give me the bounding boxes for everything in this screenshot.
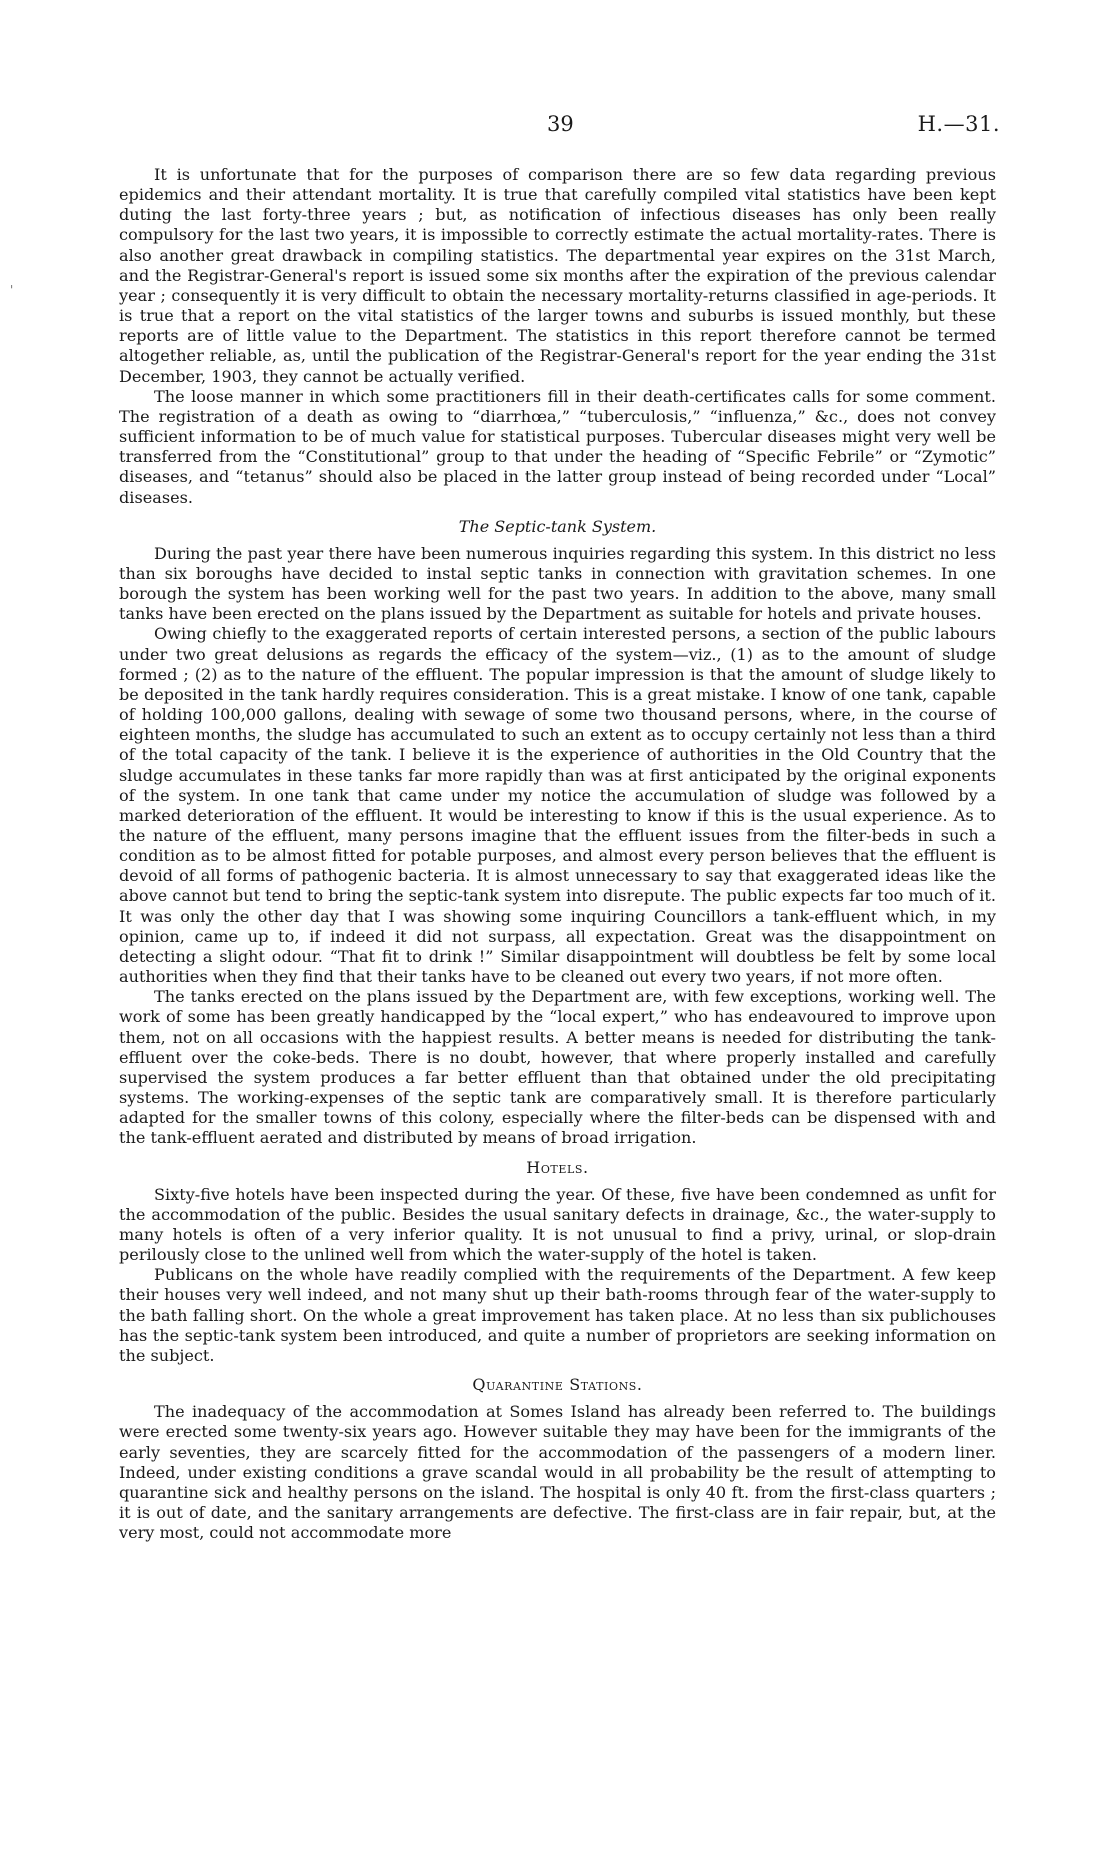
paragraph: The inadequacy of the accommodation at Somes Island has already been referred to. The buildings were erected some twenty-six years ago. However suitable they may have been for the immigrants of the early seventies, they are scarcely fitted for the accommodation of the passengers of a modern liner. Indeed, under existing conditions a grave scandal would in all probability be the result of attempting to quarantine sick and healthy persons on the island. The hospital is only 40 ft. from the first-class quarters ; it is out of date, and the sanitary arrangements are defective. The first-class are in fair repair, but, at the very most, could not accommodate more [119,1402,996,1543]
paragraph: Owing chiefly to the exaggerated reports of certain interested persons, a section of the public labours under two great delusions as regards the efficacy of the system—viz., (1) as to the amount of sludge formed ; (2) as to the nature of the effluent. The popular impression is that the amount of sludge likely to be deposited in the tank hardly requires consideration. This is a great mistake. I know of one tank, capable of holding 100,000 gallons, dealing with sewage of some two thousand persons, where, in the course of eighteen months, the sludge has accumulated to such an extent as to occupy certainly not less than a third of the total capacity of the tank. I believe it is the experience of authorities in the Old Country that the sludge accumulates in these tanks far more rapidly than was at first anticipated by the original exponents of the system. In one tank that came under my notice the accumulation of sludge was followed by a marked deterioration of the effluent. It would be interesting to know if this is the usual experience. As to the nature of the effluent, many persons imagine that the effluent issues from the filter-beds in such a condition as to be almost fitted for potable purposes, and almost every person believes that the effluent is devoid of all forms of pathogenic bacteria. It is almost unnecessary to say that exaggerated ideas like the above cannot but tend to bring the septic-tank system into disrepute. The public expects far too much of it. It was only the other day that I was showing some inquiring Councillors a tank-effluent which, in my opinion, came up to, if indeed it did not surpass, all expectation. Great was the disappointment on detecting a slight odour. “That fit to drink !” Similar disappointment will doubtless be felt by some local authorities when they find that their tanks have to be cleaned out every two years, if not more often. [119,624,996,987]
paragraph: The loose manner in which some practitioners fill in their death-certificates calls for some comment. The registration of a death as owing to “diarrhœa,” “tuberculosis,” “influenza,” &c., does not convey sufficient information to be of much value for statistical purposes. Tubercular diseases might very well be transferred from the “Constitutional” group to that under the heading of “Specific Febrile” or “Zymotic” diseases, and “tetanus” should also be placed in the latter group instead of being recorded under “Local” diseases. [119,386,996,507]
paragraph: Publicans on the whole have readily complied with the requirements of the Department. A few keep their houses very well indeed, and not many shut up their bath-rooms through fear of the water-supply to the bath falling short. On the whole a great improvement has taken place. At no less than six publichouses has the septic-tank system been introduced, and quite a number of proprietors are seeking information on the subject. [119,1265,996,1365]
document-body [119,165,996,1543]
section-statistics [119,165,996,508]
page-number: 39 [547,112,574,136]
paragraph: It is unfortunate that for the purposes of comparison there are so few data regarding previous epidemics and their attendant mortality. It is true that carefully compiled vital statistics have been kept duting the last forty-three years ; but, as notification of infectious diseases has only been really compulsory for the last two years, it is impossible to correctly estimate the actual mortality-rates. There is also another great drawback in compiling statistics. The departmental year expires on the 31st March, and the Registrar-General's report is issued some six months after the expiration of the previous calendar year ; consequently it is very difficult to obtain the necessary mortality-returns classified in age-periods. It is true that a report on the vital statistics of the larger towns and suburbs is issued monthly, but these reports are of little value to the Department. The statistics in this report therefore cannot be termed altogether reliable, as, until the publication of the Registrar-General's report for the year ending the 31st December, 1903, they cannot be actually verified. [119,165,996,386]
page-header [0,112,1114,142]
document-reference: H.—31. [917,112,1000,136]
paragraph: The tanks erected on the plans issued by the Department are, with few exceptions, working well. The work of some has been greatly handicapped by the “local expert,” who has endeavoured to improve upon them, not on all occasions with the happiest results. A better means is needed for distributing the tank-effluent over the coke-beds. There is no doubt, however, that where properly installed and carefully supervised the system produces a far better effluent than that obtained under the old precipitating systems. The working-expenses of the septic tank are comparatively small. It is therefore particularly adapted for the smaller towns of this colony, especially where the filter-beds can be dispensed with and the tank-effluent aerated and distributed by means of broad irrigation. [119,987,996,1148]
margin-mark: ' [10,283,14,297]
paragraph: Sixty-five hotels have been inspected during the year. Of these, five have been condemned as unfit for the accommodation of the public. Besides the usual sanitary defects in drainage, &c., the water-supply to many hotels is often of a very inferior quality. It is not unusual to find a privy, urinal, or slop-drain perilously close to the unlined well from which the water-supply of the hotel is taken. [119,1184,996,1265]
section-heading-quarantine-stations: Quarantine Stations. [472,1375,643,1395]
section-heading-hotels: Hotels. [526,1157,589,1177]
section-heading-septic-tank: The Septic-tank System. [458,516,657,536]
section-septic-tank [119,517,996,1149]
section-quarantine-stations [119,1375,996,1543]
paragraph: During the past year there have been numerous inquiries regarding this system. In this district no less than six boroughs have decided to instal septic tanks in connection with gravitation schemes. In one borough the system has been working well for the past two years. In addition to the above, many small tanks have been erected on the plans issued by the Department as suitable for hotels and private houses. [119,543,996,624]
section-hotels [119,1158,996,1367]
